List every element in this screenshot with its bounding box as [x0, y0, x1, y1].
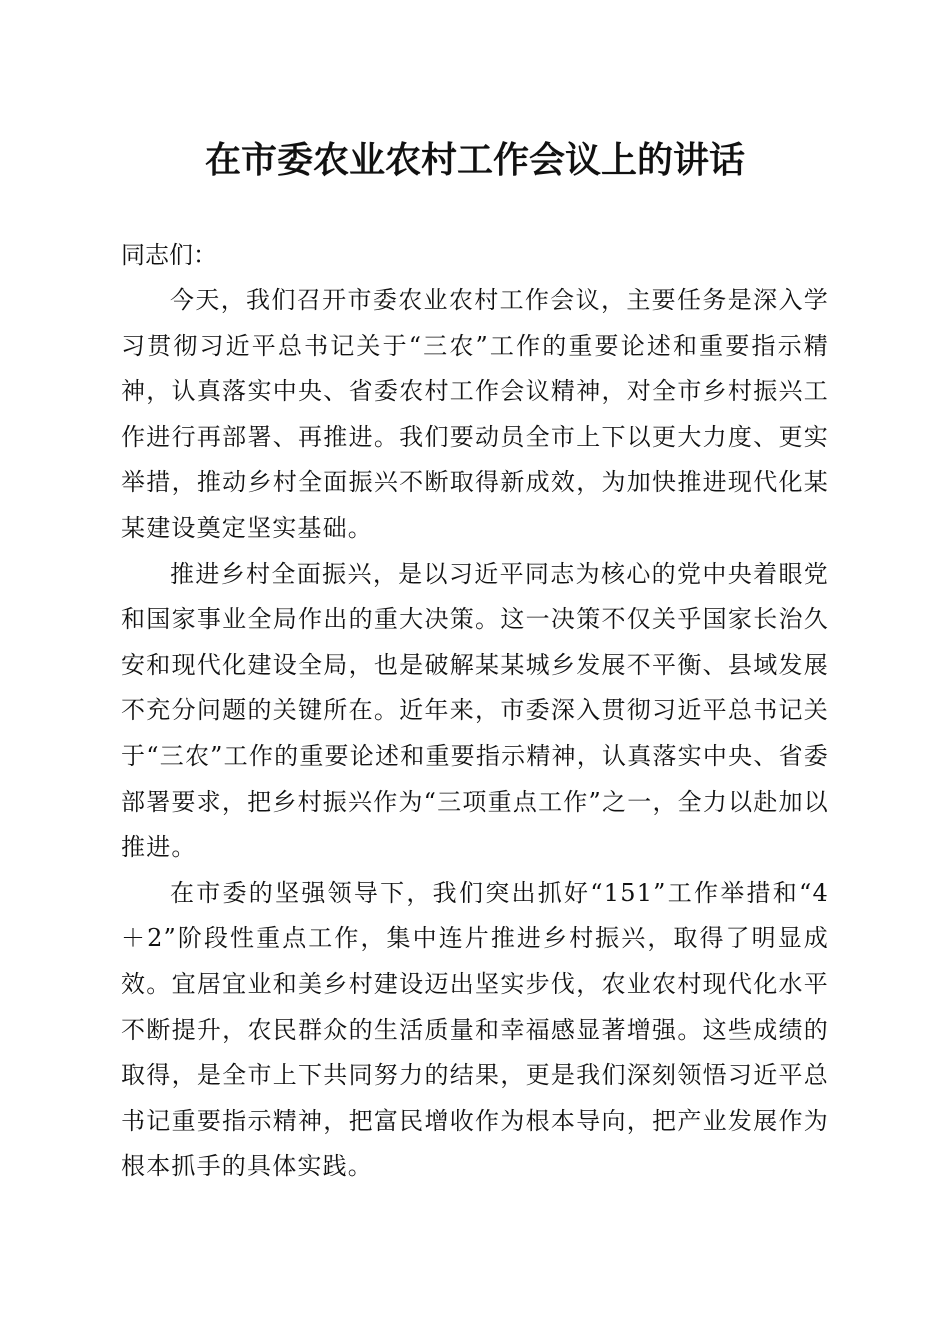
paragraph: 今天，我们召开市委农业农村工作会议，主要任务是深入学习贯彻习近平总书记关于“三农”工作的重要论述和重要指示精神，认真落实中央、省委农村工作会议精神，对全市乡村振兴工作进行再部署、再推进。我们要动员全市上下以更大力度、更实举措，推动乡村全面振兴不断取得新成效，为加快推进现代化某某建设奠定坚实基础。	[121, 286, 829, 542]
paragraph: 在市委的坚强领导下，我们突出抓好“151”工作举措和“4＋2”阶段性重点工作，集中连片推进乡村振兴，取得了明显成效。宜居宜业和美乡村建设迈出坚实步伐，农业农村现代化水平不断提升，农民群众的生活质量和幸福感显著增强。这些成绩的取得，是全市上下共同努力的结果，更是我们深刻领悟习近平总书记重要指示精神，把富民增收作为根本导向，把产业发展作为根本抓手的具体实践。	[121, 878, 829, 1181]
salutation: 同志们：	[121, 241, 217, 269]
document-body	[121, 232, 829, 1190]
paragraph: 推进乡村全面振兴，是以习近平同志为核心的党中央着眼党和国家事业全局作出的重大决策。这一决策不仅关乎国家长治久安和现代化建设全局，也是破解某某城乡发展不平衡、县域发展不充分问题的关键所在。近年来，市委深入贯彻习近平总书记关于“三农”工作的重要论述和重要指示精神，认真落实中央、省委部署要求，把乡村振兴作为“三项重点工作”之一，全力以赴加以推进。	[121, 559, 829, 862]
document-title: 在市委农业农村工作会议上的讲话	[204, 139, 745, 181]
